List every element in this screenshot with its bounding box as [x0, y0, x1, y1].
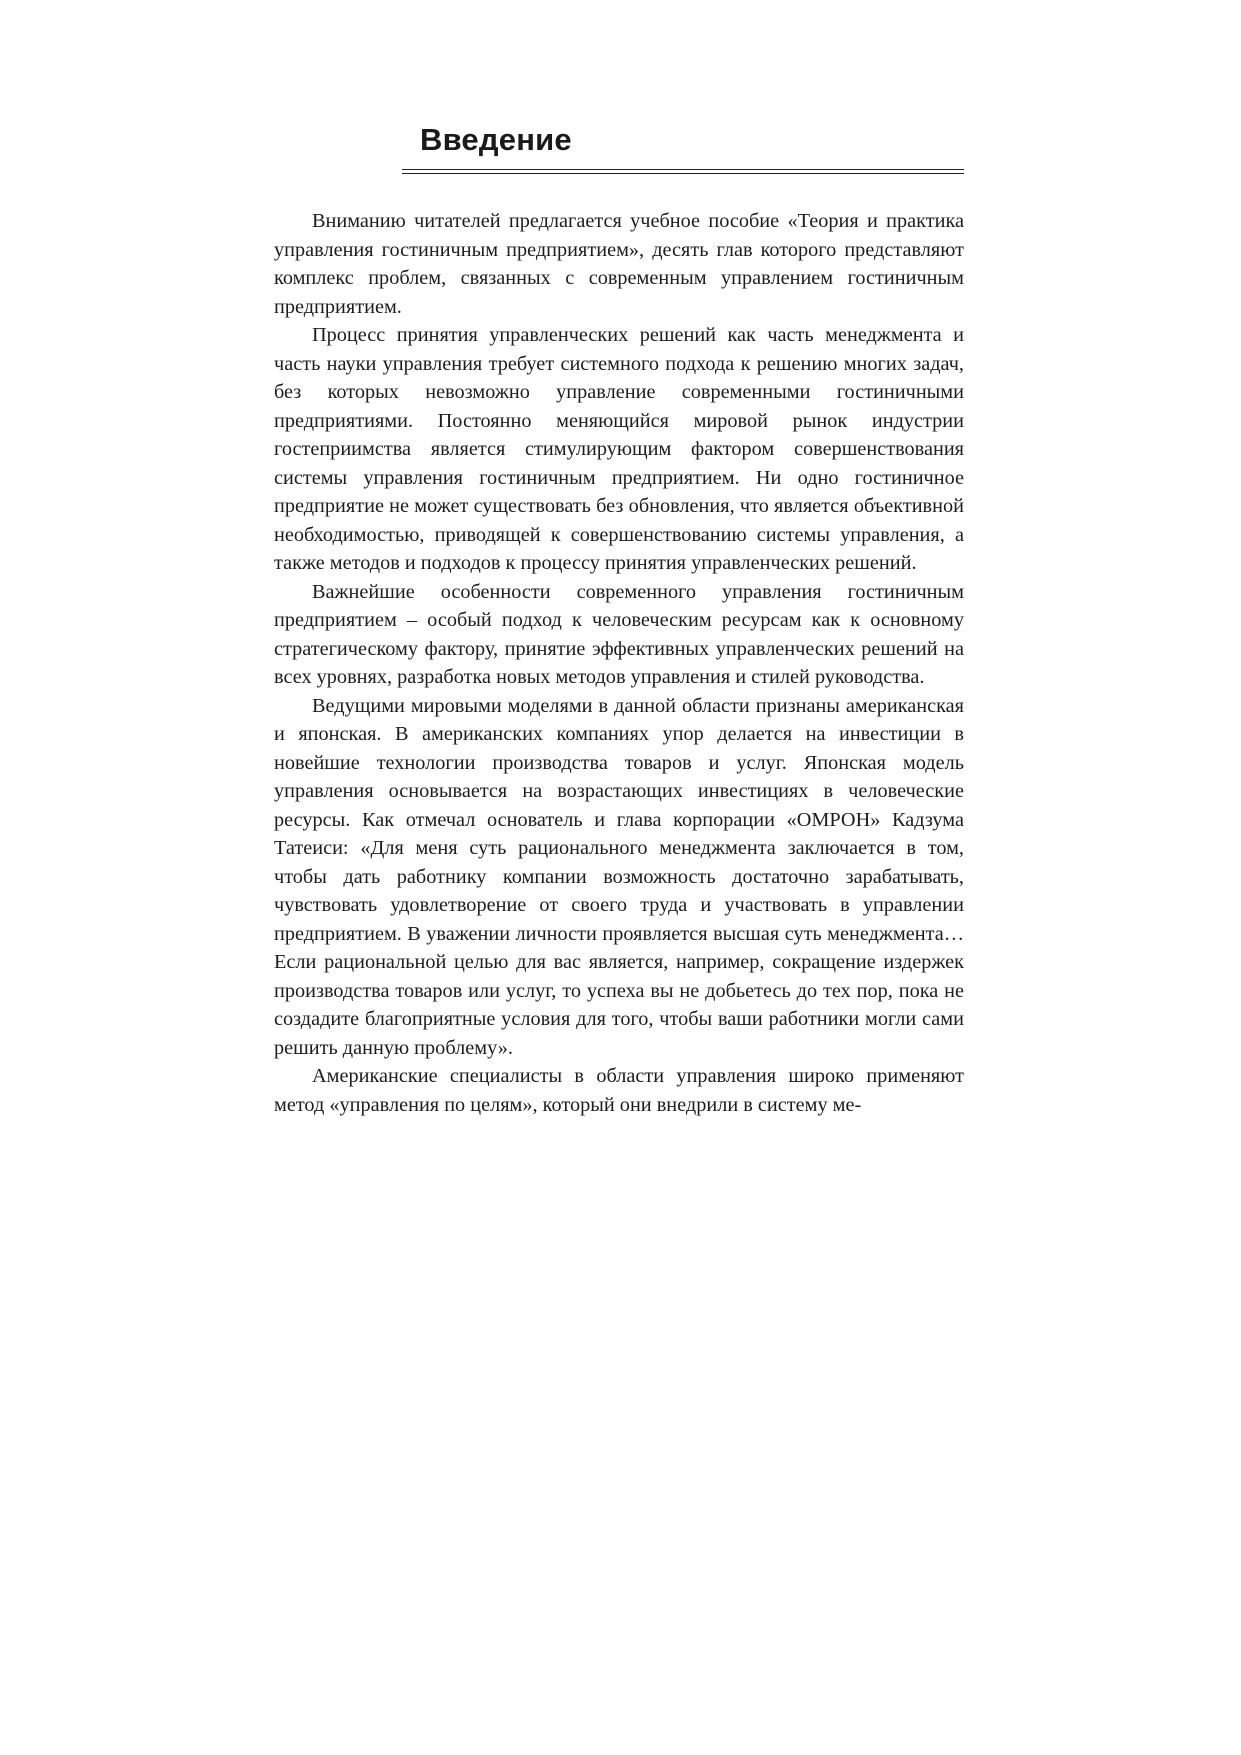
paragraph-world-models: Ведущими мировыми моделями в данной области признаны американская и японская. В американских компаниях упор делается на инвестиции в новейшие технологии производства товаров и услуг. Японская модель управления основывается на возрастающих инвестициях в человеческие ресурсы. Как отмечал основатель и глава корпорации «ОМРОН» Кадзума Татеиси: «Для меня суть рационального менеджмента заключается в том, чтобы дать работнику компании возможность достаточно зарабатывать, чувствовать удовлетворение от своего труда и участвовать в управлении предприятием. В уважении личности проявляется высшая суть менеджмента… Если рациональной целью для вас является, например, сокращение издержек производства товаров или услуг, то успеха вы не добьетесь до тех пор, пока не создадите благоприятные условия для того, чтобы ваши работники могли сами решить данную проблему». [274, 694, 964, 1059]
paragraph-intro: Вниманию читателей предлагается учебное пособие «Теория и практика управления гостиничным предприятием», десять глав которого представляют комплекс проблем, связанных с современным управлением гостиничным предприятием. [274, 210, 964, 318]
chapter-title: Введение [420, 122, 572, 157]
paragraph-key-features: Важнейшие особенности современного управления гостиничным предприятием – особый подход к человеческим ресурсам как к основному стратегическому фактору, принятие эффективных управленческих решений на всех уровнях, разработка новых методов управления и стилей руководства. [274, 580, 964, 688]
body-text [274, 207, 964, 1119]
title-double-rule [402, 169, 964, 174]
paragraph-american-specialists: Американские специалисты в области управления широко применяют метод «управления по целям», который они внедрили в систему ме- [274, 1065, 964, 1116]
paragraph-decision-process: Процесс принятия управленческих решений как часть менеджмента и часть науки управления требует системного подхода к решению многих задач, без которых невозможно управление современными гостиничными предприятиями. Постоянно меняющийся мировой рынок индустрии гостеприимства является стимулирующим фактором совершенствования системы управления гостиничным предприятием. Ни одно гостиничное предприятие не может существовать без обновления, что является объективной необходимостью, приводящей к совершенствованию системы управления, а также методов и подходов к процессу принятия управленческих решений. [274, 324, 964, 574]
